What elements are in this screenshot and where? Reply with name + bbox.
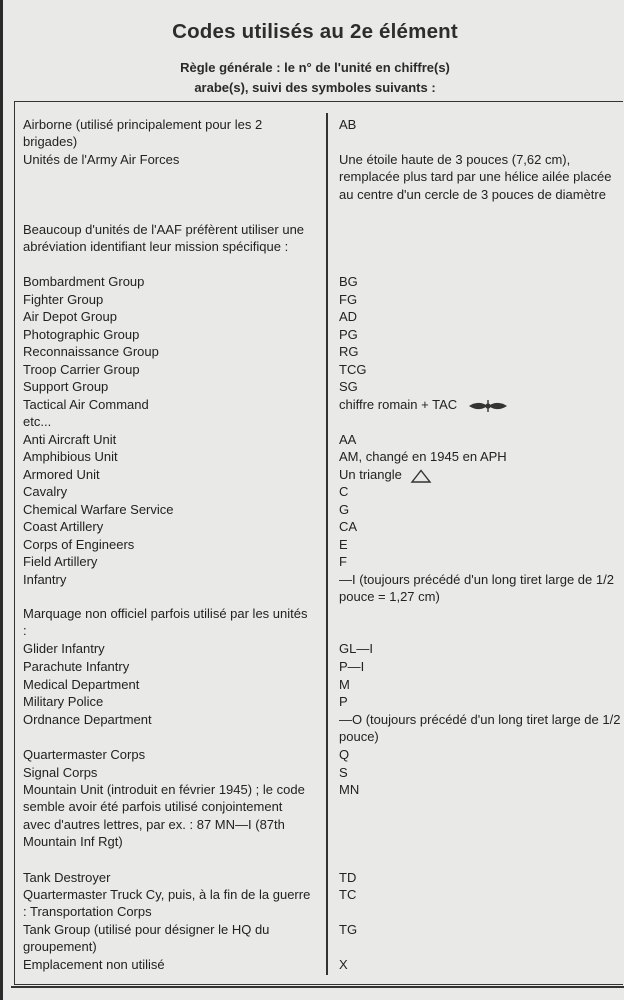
row-label: Glider Infantry: [23, 641, 105, 656]
row-label: Anti Aircraft Unit: [23, 432, 117, 447]
row-code: P: [339, 694, 348, 709]
row-label: Infantry: [23, 572, 67, 587]
row-label: Emplacement non utilisé: [23, 957, 165, 972]
bottom-rule: [11, 986, 624, 988]
row-label: Bombardment Group: [23, 274, 145, 289]
row-label: Ordnance Department: [23, 712, 152, 727]
row-label: Marquage non officiel parfois utilisé par les unités :: [23, 606, 308, 639]
row-code: chiffre romain + TAC: [339, 397, 458, 412]
row-code: SG: [339, 379, 358, 394]
row-code: TG: [339, 922, 358, 937]
row-label: Support Group: [23, 379, 109, 394]
row-code: F: [339, 554, 347, 569]
row-label: Mountain Unit (introduit en février 1945) ; le code semble avoir été parfois utilisé conjointement avec d'autres lettres, par ex. : 87 MN—I (87th Mountain Inf Rgt): [23, 782, 305, 850]
row-code: P—I: [339, 659, 365, 674]
row-code: —I (toujours précédé d'un long tiret large de 1/2 pouce = 1,27 cm): [339, 572, 614, 605]
row-label: Troop Carrier Group: [23, 362, 140, 377]
row-code: AB: [339, 117, 357, 132]
row-label: etc...: [23, 414, 52, 429]
row-label: Corps of Engineers: [23, 537, 135, 552]
subtitle-line-2: arabe(s), suivi des symboles suivants :: [194, 79, 436, 95]
row-label: Tank Destroyer: [23, 870, 111, 885]
row-code: S: [339, 765, 348, 780]
winged-propeller-icon: [467, 399, 509, 413]
page-subtitle: [3, 58, 624, 97]
row-code: PG: [339, 327, 358, 342]
row-label: Medical Department: [23, 677, 140, 692]
row-label: Reconnaissance Group: [23, 344, 159, 359]
row-code: MN: [339, 782, 360, 797]
row-label: Field Artillery: [23, 554, 98, 569]
row-code: AA: [339, 432, 357, 447]
row-label: Air Depot Group: [23, 309, 117, 324]
row-label: Quartermaster Truck Cy, puis, à la fin de la guerre : Transportation Corps: [23, 887, 311, 920]
row-code-cell: [339, 466, 624, 483]
row-code: AD: [339, 309, 358, 324]
row-label: Coast Artillery: [23, 519, 104, 534]
row-label: Tank Group (utilisé pour désigner le HQ du groupement): [23, 922, 270, 955]
row-label: Tactical Air Command: [23, 397, 149, 412]
row-label: Unités de l'Army Air Forces: [23, 152, 180, 167]
row-label: Fighter Group: [23, 292, 104, 307]
row-code: M: [339, 677, 350, 692]
subtitle-line-1: Règle générale : le n° de l'unité en chiffre(s): [180, 60, 450, 75]
row-code: TCG: [339, 362, 367, 377]
row-code: Q: [339, 747, 350, 762]
row-label: Amphibious Unit: [23, 449, 118, 464]
row-code: RG: [339, 344, 359, 359]
row-code-cell: [339, 396, 624, 413]
row-label: Chemical Warfare Service: [23, 502, 174, 517]
row-label: Military Police: [23, 694, 104, 709]
row-label: Airborne (utilisé principalement pour les 2 brigades): [23, 117, 263, 150]
row-code: G: [339, 502, 350, 517]
row-code: —O (toujours précédé d'un long tiret large de 1/2 pouce): [339, 712, 621, 745]
row-label: Photographic Group: [23, 327, 140, 342]
row-code: Un triangle: [339, 467, 402, 482]
row-label: Parachute Infantry: [23, 659, 130, 674]
triangle-icon: [410, 469, 432, 483]
row-code: BG: [339, 274, 358, 289]
column-divider: [326, 113, 328, 975]
row-code: GL—I: [339, 641, 373, 656]
page-title: Codes utilisés au 2e élément: [172, 20, 458, 43]
row-code: FG: [339, 292, 358, 307]
row-code: TD: [339, 870, 357, 885]
row-code: TC: [339, 887, 357, 902]
row-label: Signal Corps: [23, 765, 98, 780]
row-label: Beaucoup d'unités de l'AAF préfèrent utiliser une abréviation identifiant leur mission spécifique :: [23, 222, 305, 255]
row-code: C: [339, 484, 349, 499]
row-code: CA: [339, 519, 358, 534]
row-code: E: [339, 537, 348, 552]
row-label: Quartermaster Corps: [23, 747, 146, 762]
row-code: Une étoile haute de 3 pouces (7,62 cm), remplacée plus tard par une hélice ailée placée au centre d'un cercle de 3 pouces de diamètre: [339, 152, 612, 202]
row-label: Cavalry: [23, 484, 68, 499]
row-label: Armored Unit: [23, 467, 100, 482]
row-code: X: [339, 957, 348, 972]
row-code: AM, changé en 1945 en APH: [339, 449, 507, 464]
